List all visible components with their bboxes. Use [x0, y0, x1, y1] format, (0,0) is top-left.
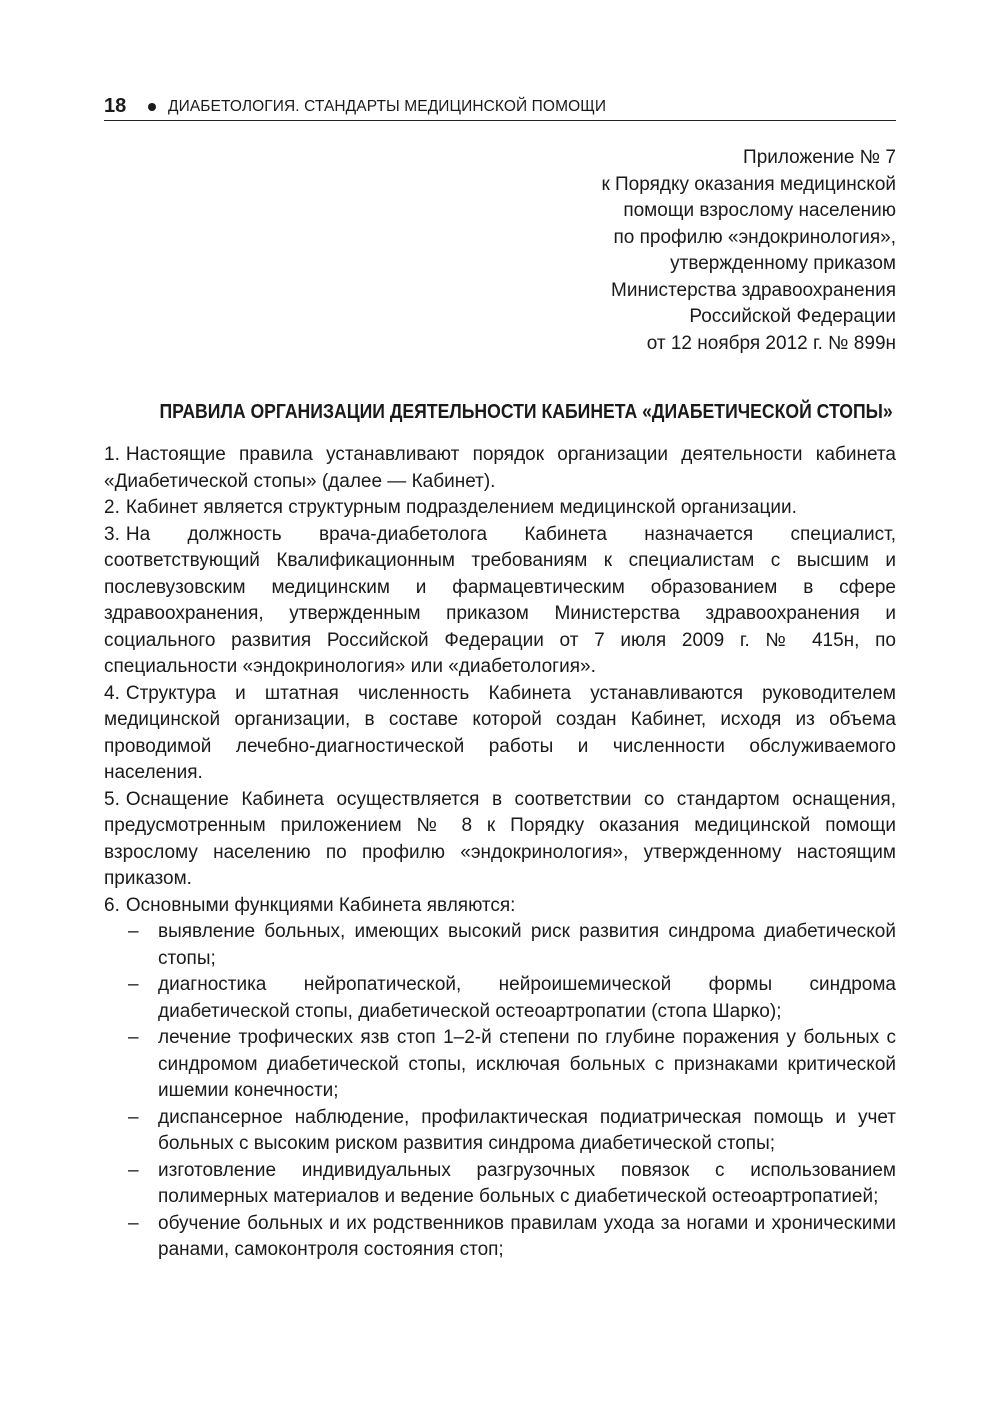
paragraph-number: 1.: [104, 444, 120, 465]
document-body: [104, 442, 896, 1264]
function-text: обучение больных и их родственников правилам ухода за ногами и хроническими ранами, самоконтроля состояния стоп;: [158, 1212, 896, 1260]
appendix-line: по профилю «эндокринология»,: [613, 226, 896, 248]
function-list-item: [104, 1211, 896, 1264]
paragraph-number: 5.: [104, 788, 120, 810]
function-list-item: [104, 1158, 896, 1211]
paragraph-3: [104, 522, 896, 681]
paragraph-text: Основными функциями Кабинета являются:: [125, 894, 516, 916]
paragraph-text: Кабинет является структурным подразделением медицинской организации.: [125, 497, 797, 518]
bullet-icon: [148, 103, 156, 111]
appendix-line: Приложение № 7: [743, 147, 896, 168]
paragraph-2: [104, 495, 896, 522]
dash-bullet: –: [128, 1159, 139, 1181]
paragraph-text: На должность врача-диабетолога Кабинета назначается специалист, соответствующий Квалификационным требованиям к специалистам с высшим и послевузовским медицинским и фармацевтическим образованием в сфере здравоохранения, утвержденным приказом Министерства здравоохранения и социального развития Российской Федерации от 7 июля 2009 г. № 415н, по специальности «эндокринология» или «диабетология».: [104, 523, 896, 677]
appendix-line: Министерства здравоохранения: [611, 279, 896, 301]
function-list-item: [104, 1025, 896, 1105]
dash-bullet: –: [128, 921, 139, 942]
paragraph-text: Настоящие правила устанавливают порядок организации деятельности кабинета «Диабетической стопы» (далее — Кабинет).: [104, 444, 896, 492]
dash-bullet: –: [128, 974, 139, 995]
function-text: лечение трофических язв стоп 1–2-й степени по глубине поражения у больных с синдромом диабетической стопы, исключая больных с признаками критической ишемии конечности;: [158, 1027, 896, 1101]
function-text: выявление больных, имеющих высокий риск развития синдрома диабетической стопы;: [158, 921, 896, 969]
function-text: диспансерное наблюдение, профилактическая подиатрическая помощь и учет больных с высоким риском развития синдрома диабетической стопы;: [158, 1106, 896, 1154]
appendix-line: к Порядку оказания медицинской: [601, 173, 896, 195]
appendix-line: помощи взрослому населению: [623, 200, 896, 221]
page-header: [104, 94, 896, 121]
paragraph-4: [104, 681, 896, 787]
paragraph-number: 3.: [104, 523, 120, 545]
paragraph-number: 6.: [104, 894, 120, 916]
page-number: 18: [104, 95, 127, 117]
paragraph-5: [104, 787, 896, 893]
paragraph-text: Структура и штатная численность Кабинета устанавливаются руководителем медицинской организации, в составе которой создан Кабинет, исходя из объема проводимой лечебно-диагностической работы и численности обслуживаемого населения.: [104, 682, 896, 783]
paragraph-number: 4.: [104, 682, 120, 704]
running-title: ДИАБЕТОЛОГИЯ. СТАНДАРТЫ МЕДИЦИНСКОЙ ПОМОЩИ: [168, 98, 607, 115]
function-list-item: [104, 919, 896, 972]
appendix-line: от 12 ноября 2012 г. № 899н: [646, 332, 896, 354]
document-title: ПРАВИЛА ОРГАНИЗАЦИИ ДЕЯТЕЛЬНОСТИ КАБИНЕТА «ДИАБЕТИЧЕСКОЙ СТОПЫ»: [159, 400, 893, 423]
appendix-block: [476, 145, 896, 357]
function-text: диагностика нейропатической, нейроишемической формы синдрома диабетической стопы, диабетической остеоартропатии (стопа Шарко);: [158, 974, 896, 1022]
appendix-line: утвержденному приказом: [670, 253, 896, 274]
appendix-line: Российской Федерации: [689, 306, 896, 327]
function-list-item: [104, 972, 896, 1025]
paragraph-6: [104, 893, 896, 920]
paragraph-text: Оснащение Кабинета осуществляется в соответствии со стандартом оснащения, предусмотренным приложением № 8 к Порядку оказания медицинской помощи взрослому населению по профилю «эндокринология», утвержденному настоящим приказом.: [104, 788, 896, 889]
dash-bullet: –: [128, 1212, 139, 1234]
paragraph-number: 2.: [104, 497, 120, 518]
dash-bullet: –: [128, 1106, 139, 1128]
dash-bullet: –: [128, 1027, 139, 1048]
paragraph-1: [104, 442, 896, 495]
function-list-item: [104, 1105, 896, 1158]
function-text: изготовление индивидуальных разгрузочных повязок с использованием полимерных материалов и ведение больных с диабетической остеоартропатией;: [158, 1159, 896, 1207]
